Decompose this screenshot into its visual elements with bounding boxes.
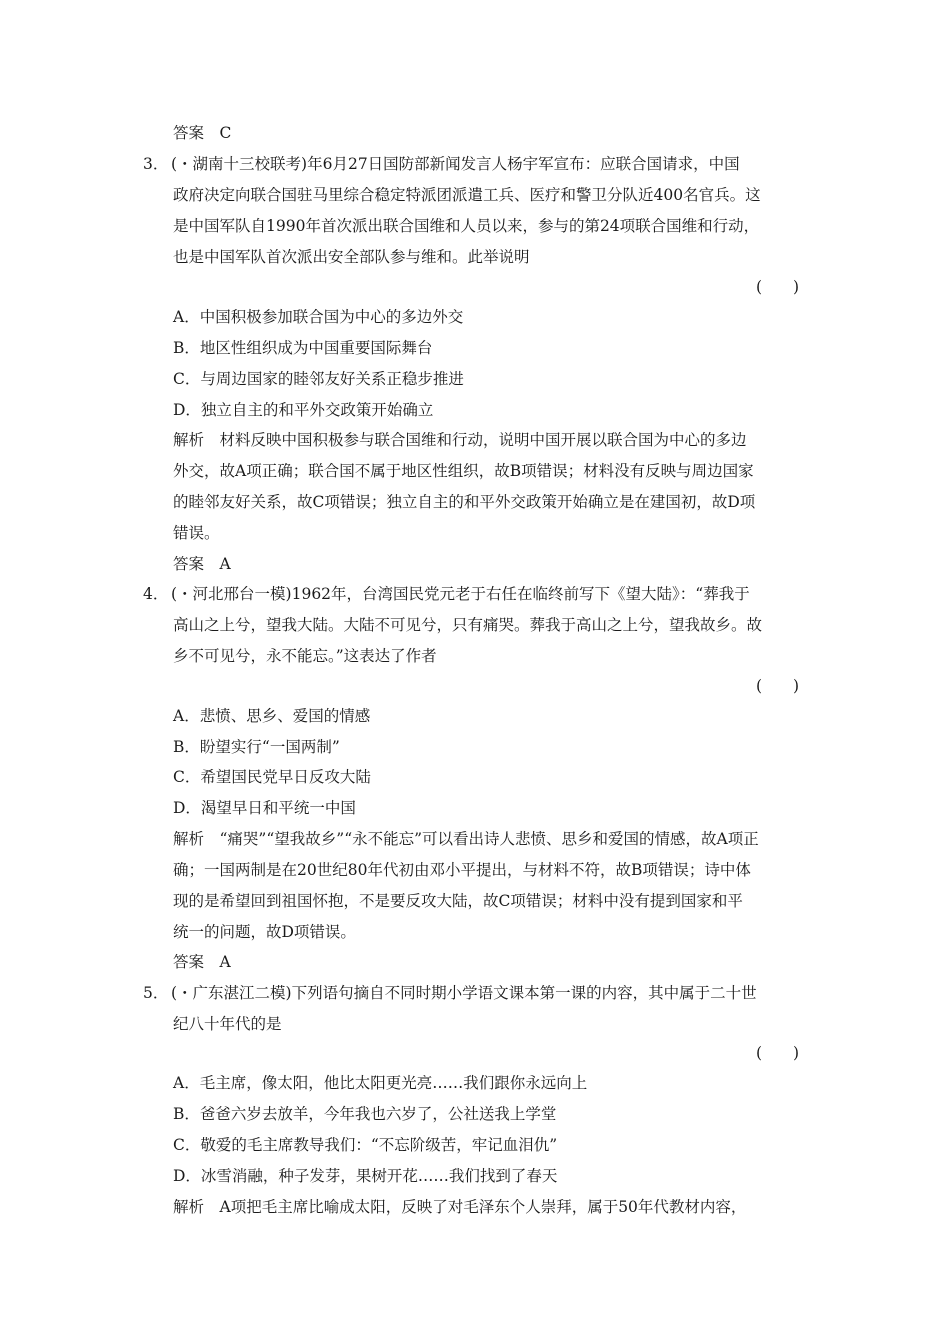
question-5-option-d: D．冰雪消融，种子发芽，果树开花……我们找到了春天	[173, 1167, 558, 1185]
question-3-stem-line: (・湖南十三校联考)年6月27日国防部新闻发言人杨宇军宣布：应联合国请求，中国	[171, 155, 740, 173]
question-3-option-a: A．中国积极参加联合国为中心的多边外交	[173, 308, 464, 326]
question-4-answer-bracket: ( )	[756, 677, 800, 695]
question-3-option-b: B．地区性组织成为中国重要国际舞台	[173, 339, 433, 357]
question-4-answer: 答案 A	[173, 953, 231, 971]
question-3-answer-bracket: ( )	[756, 278, 800, 296]
question-3-analysis-line: 错误。	[173, 524, 220, 542]
prev-answer: 答案 C	[173, 124, 232, 142]
question-4-stem-line: 高山之上兮，望我大陆。大陆不可见兮，只有痛哭。葬我于高山之上兮，望我故乡。故	[173, 616, 763, 634]
question-5-answer-bracket: ( )	[756, 1044, 800, 1062]
question-3-analysis-line: 外交，故A项正确；联合国不属于地区性组织，故B项错误；材料没有反映与周边国家	[173, 462, 754, 480]
question-5-option-a: A．毛主席，像太阳，他比太阳更光亮……我们跟你永远向上	[173, 1074, 588, 1092]
question-3-number: 3．	[143, 155, 169, 173]
question-3-stem-line: 是中国军队自1990年首次派出联合国维和人员以来，参与的第24项联合国维和行动，	[173, 217, 760, 235]
question-4-option-b: B．盼望实行“一国两制”	[173, 738, 340, 756]
question-5-analysis-line: 解析 A项把毛主席比喻成太阳，反映了对毛泽东个人崇拜，属于50年代教材内容，	[173, 1198, 747, 1216]
question-5-number: 5．	[143, 984, 169, 1002]
question-3-option-d: D．独立自主的和平外交政策开始确立	[173, 401, 434, 419]
question-3-answer: 答案 A	[173, 555, 231, 573]
question-5-option-c: C．敬爱的毛主席教导我们：“不忘阶级苦，牢记血泪仇”	[173, 1136, 558, 1154]
question-3-stem-line: 也是中国军队首次派出安全部队参与维和。此举说明	[173, 248, 530, 266]
question-4-analysis-line: 统一的问题，故D项错误。	[173, 923, 356, 941]
question-3-analysis-line: 的睦邻友好关系，故C项错误；独立自主的和平外交政策开始确立是在建国初，故D项	[173, 493, 756, 511]
question-4-stem-line: (・河北邢台一模)1962年，台湾国民党元老于右任在临终前写下《望大陆》：“葬我于	[171, 585, 750, 603]
question-4-analysis-line: 解析 “痛哭”“望我故乡”“永不能忘”可以看出诗人悲愤、思乡和爱国的情感，故A项正	[173, 830, 759, 848]
question-4-analysis-line: 现的是希望回到祖国怀抱，不是要反攻大陆，故C项错误；材料中没有提到国家和平	[173, 892, 743, 910]
question-4-option-d: D．渴望早日和平统一中国	[173, 799, 356, 817]
question-5-stem-line: (・广东湛江二模)下列语句摘自不同时期小学语文课本第一课的内容，其中属于二十世	[171, 984, 757, 1002]
question-3-option-c: C．与周边国家的睦邻友好关系正稳步推进	[173, 370, 464, 388]
question-4-option-c: C．希望国民党早日反攻大陆	[173, 768, 371, 786]
question-5-option-b: B．爸爸六岁去放羊，今年我也六岁了，公社送我上学堂	[173, 1105, 557, 1123]
question-3-stem-line: 政府决定向联合国驻马里综合稳定特派团派遣工兵、医疗和警卫分队近400名官兵。这	[173, 186, 761, 204]
question-3-analysis-line: 解析 材料反映中国积极参与联合国维和行动，说明中国开展以联合国为中心的多边	[173, 431, 747, 449]
question-4-option-a: A．悲愤、思乡、爱国的情感	[173, 707, 371, 725]
question-4-number: 4．	[143, 585, 169, 603]
question-4-analysis-line: 确；一国两制是在20世纪80年代初由邓小平提出，与材料不符，故B项错误；诗中体	[173, 861, 751, 879]
question-5-stem-line: 纪八十年代的是	[173, 1015, 282, 1033]
question-4-stem-line: 乡不可见兮，永不能忘。”这表达了作者	[173, 647, 437, 665]
